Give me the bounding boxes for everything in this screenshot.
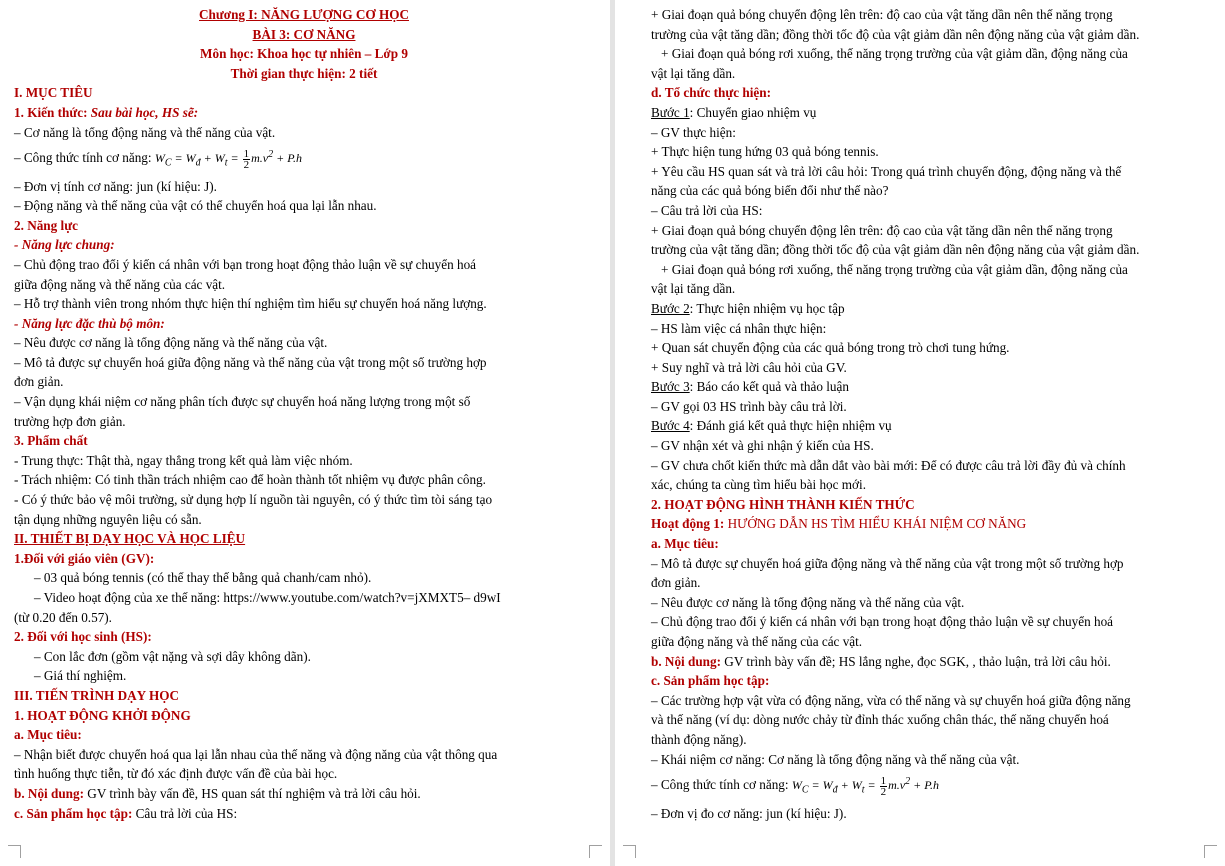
page-corner-mark — [8, 845, 21, 858]
step-line: + Suy nghĩ và trả lời câu hỏi của GV. — [651, 359, 847, 375]
specific-competence-line: – Vận dụng khái niệm cơ năng phân tích được sự chuyển hoá năng lượng trong một số — [14, 394, 471, 410]
teacher-material-line: – 03 quả bóng tennis (có thể thay thế bằng quả chanh/cam nhỏ). — [34, 570, 372, 586]
knowledge-formula-line — [14, 142, 594, 176]
activity-objective-label: a. Mục tiêu: — [651, 536, 719, 552]
step-line: + Quan sát chuyển động của các quả bóng trong trò chơi tung hứng. — [651, 340, 1010, 356]
general-competence-line: – Chủ động trao đổi ý kiến cá nhân với bạn trong hoạt động thảo luận về sự chuyển hoá — [14, 256, 477, 272]
page-corner-mark — [589, 845, 602, 858]
formula: $W_C = W_đ + W_t$ = $\frac{1}{2}$ $m.v^2 + P.h$ — [791, 774, 939, 798]
step-line: – GV gọi 03 HS trình bày câu trả lời. — [651, 398, 847, 414]
answer-line: + Giai đoạn quả bóng rơi xuống, thế năng trọng trường của vật giảm dần, động năng của — [661, 46, 1128, 62]
knowledge-line: – Đơn vị tính cơ năng: jun (kí hiệu: J). — [14, 178, 217, 194]
activity-formula-line: – Công thức tính cơ năng: $W_C = W_đ + W_t$ = $\frac{1}{2}$ $m.v^2 + P.h$ — [651, 774, 939, 798]
step-line: – HS làm việc cá nhân thực hiện: — [651, 320, 827, 336]
step-line: + Thực hiện tung hứng 03 quả bóng tennis. — [651, 144, 879, 160]
step-line: vật lại tăng dần. — [651, 281, 736, 297]
general-competence-line: giữa động năng và thế năng của các vật. — [14, 276, 226, 292]
activity-product-line: thành động năng). — [651, 731, 747, 747]
step-line: năng của các quả bóng biến đổi như thế nào? — [651, 183, 889, 199]
activity-objective-line: – Nêu được cơ năng là tổng động năng và thế năng của vật. — [651, 594, 965, 610]
competence-heading: 2. Năng lực — [14, 217, 78, 233]
answer-line: vật lại tăng dần. — [651, 65, 736, 81]
warmup-heading: 1. HOẠT ĐỘNG KHỞI ĐỘNG — [14, 707, 191, 723]
activity-content: b. Nội dung: GV trình bày vấn đề; HS lắng nghe, đọc SGK, , thảo luận, trả lời câu hỏi. — [651, 653, 1111, 669]
student-material-line: – Giá thí nghiệm. — [34, 668, 127, 684]
step-line: – GV thực hiện: — [651, 124, 736, 140]
activity-product-line: – Đơn vị đo cơ năng: jun (kí hiệu: J). — [651, 805, 847, 821]
knowledge-activity-heading: 2. HOẠT ĐỘNG HÌNH THÀNH KIẾN THỨC — [651, 496, 915, 512]
step-3: Bước 3: Báo cáo kết quả và thảo luận — [651, 379, 849, 395]
knowledge-intro: Sau bài học, HS sẽ: — [87, 104, 199, 120]
general-competence-label: - Năng lực chung: — [14, 237, 115, 253]
formula-intro: – Công thức tính cơ năng: — [14, 150, 155, 166]
warmup-content: b. Nội dung: GV trình bày vấn đề, HS quan sát thí nghiệm và trả lời câu hỏi. — [14, 785, 421, 801]
page-corner-mark — [623, 845, 636, 858]
quality-line: - Có ý thức bảo vệ môi trường, sử dụng hợp lí nguồn tài nguyên, có ý thức tìm tòi sáng tạo — [14, 492, 493, 508]
general-competence-line: – Hỗ trợ thành viên trong nhóm thực hiện thí nghiệm tìm hiểu sự chuyển hoá năng lượng. — [14, 296, 487, 312]
section-objectives: I. MỤC TIÊU — [14, 85, 93, 101]
quality-line: - Trách nhiệm: Có tinh thần trách nhiệm cao để hoàn thành tốt nhiệm vụ được phân công. — [14, 472, 486, 488]
warmup-objective-line: tình huống thực tiễn, từ đó xác định được vấn đề của bài học. — [14, 766, 338, 782]
quality-line: tận dụng những nguyên liệu có sẵn. — [14, 511, 202, 527]
step-1: Bước 1: Chuyển giao nhiệm vụ — [651, 104, 817, 120]
specific-competence-line: – Nêu được cơ năng là tổng động năng và thế năng của vật. — [14, 335, 328, 351]
teacher-material-line: – Video hoạt động của xe thế năng: https://www.youtube.com/watch?v=jXMXT5– d9wI — [34, 590, 501, 606]
section-process: III. TIẾN TRÌNH DẠY HỌC — [14, 687, 180, 703]
step-line: + Yêu cầu HS quan sát và trả lời câu hỏi: Trong quá trình chuyển động, động năng và thế — [651, 163, 1122, 179]
step-line: xác, chúng ta cùng tìm hiểu bài học mới. — [651, 477, 866, 493]
activity-objective-line: giữa động năng và thế năng của các vật. — [651, 634, 863, 649]
step-2: Bước 2: Thực hiện nhiệm vụ học tập — [651, 300, 845, 316]
time-title: Thời gian thực hiện: 2 tiết — [230, 65, 378, 81]
formula: $W_C = W_đ + W_t$ = $\frac{1}{2}$ $m.v^2 + P.h$ — [154, 147, 302, 171]
step-line: – GV nhận xét và ghi nhận ý kiến của HS. — [651, 438, 874, 454]
warmup-product: c. Sản phẩm học tập: Câu trả lời của HS: — [14, 805, 238, 821]
teacher-material-line: (từ 0.20 đến 0.57). — [14, 609, 112, 625]
left-column — [14, 5, 594, 823]
student-material-line: – Con lắc đơn (gồm vật nặng và sợi dây không dãn). — [34, 648, 311, 664]
student-materials-heading: 2. Đối với học sinh (HS): — [14, 629, 152, 645]
step-line: – GV chưa chốt kiến thức mà dẫn dắt vào bài mới: Để có được câu trả lời đầy đủ và chính — [651, 457, 1126, 473]
qualities-heading: 3. Phẩm chất — [14, 433, 88, 449]
right-column — [651, 5, 1221, 823]
activity-product-line: – Các trường hợp vật vừa có động năng, vừa có thế năng và sự chuyển hoá giữa động năng — [651, 692, 1131, 708]
step-line: + Giai đoạn quả bóng rơi xuống, thế năng trọng trường của vật giảm dần, động năng của — [661, 261, 1128, 277]
activity-product-line: – Khái niệm cơ năng: Cơ năng là tổng động năng và thế năng của vật. — [651, 751, 1020, 767]
section-equipment: II. THIẾT BỊ DẠY HỌC VÀ HỌC LIỆU — [14, 531, 246, 547]
warmup-objective-label: a. Mục tiêu: — [14, 727, 82, 743]
specific-competence-line: – Mô tả được sự chuyển hoá giữa động năng và thế năng của vật trong một số trường hợp — [14, 354, 487, 370]
organization-heading: d. Tổ chức thực hiện: — [651, 85, 771, 101]
specific-competence-line: trường hợp đơn giản. — [14, 413, 126, 429]
step-4: Bước 4: Đánh giá kết quả thực hiện nhiệm vụ — [651, 418, 892, 434]
page-corner-mark — [1204, 845, 1217, 858]
teacher-materials-heading: 1.Đối với giáo viên (GV): — [14, 550, 155, 566]
knowledge-label: 1. Kiến thức: — [14, 104, 88, 120]
activity-objective-line: – Chủ động trao đổi ý kiến cá nhân với bạn trong hoạt động thảo luận về sự chuyển hoá — [651, 614, 1114, 630]
specific-competence-label: - Năng lực đặc thù bộ môn: — [14, 315, 165, 331]
knowledge-line: – Động năng và thế năng của vật có thể chuyển hoá qua lại lẫn nhau. — [14, 198, 377, 214]
activity-1-title: Hoạt động 1: HƯỚNG DẪN HS TÌM HIỂU KHÁI NIỆM CƠ NĂNG — [651, 516, 1027, 532]
step-line: – Câu trả lời của HS: — [651, 202, 763, 218]
activity-product-line: và thế năng (ví dụ: dòng nước chảy từ đỉnh thác xuống chân thác, thế năng chuyển hoá — [651, 712, 1109, 728]
step-line: + Giai đoạn quả bóng chuyển động lên trên: độ cao của vật tăng dần nên thế năng trọng — [651, 222, 1113, 238]
page-left — [0, 0, 610, 866]
answer-line: trường của vật tăng dần; đồng thời tốc độ của vật giảm dần nên động năng của vật giảm dần. — [651, 26, 1140, 42]
chapter-title: Chương I: NĂNG LƯỢNG CƠ HỌC — [199, 7, 409, 22]
lesson-title: BÀI 3: CƠ NĂNG — [252, 26, 356, 42]
activity-objective-line: – Mô tả được sự chuyển hoá giữa động năng và thế năng của vật trong một số trường hợp — [651, 555, 1124, 571]
subject-title: Môn học: Khoa học tự nhiên – Lớp 9 — [200, 46, 408, 62]
page-right — [615, 0, 1225, 866]
specific-competence-line: đơn giản. — [14, 374, 64, 390]
knowledge-heading — [14, 103, 594, 123]
quality-line: - Trung thực: Thật thà, ngay thẳng trong kết quả làm việc nhóm. — [14, 452, 353, 468]
activity-product-label: c. Sản phẩm học tập: — [651, 673, 770, 689]
knowledge-line: – Cơ năng là tổng động năng và thế năng của vật. — [14, 124, 276, 140]
warmup-objective-line: – Nhận biết được chuyển hoá qua lại lẫn nhau của thế năng và động năng của vật thông qua — [14, 746, 498, 762]
activity-objective-line: đơn giản. — [651, 575, 701, 591]
answer-line: + Giai đoạn quả bóng chuyển động lên trên: độ cao của vật tăng dần nên thế năng trọng — [651, 7, 1113, 22]
step-line: trường của vật tăng dần; đồng thời tốc độ của vật giảm dần nên động năng của vật giảm dần. — [651, 242, 1140, 258]
